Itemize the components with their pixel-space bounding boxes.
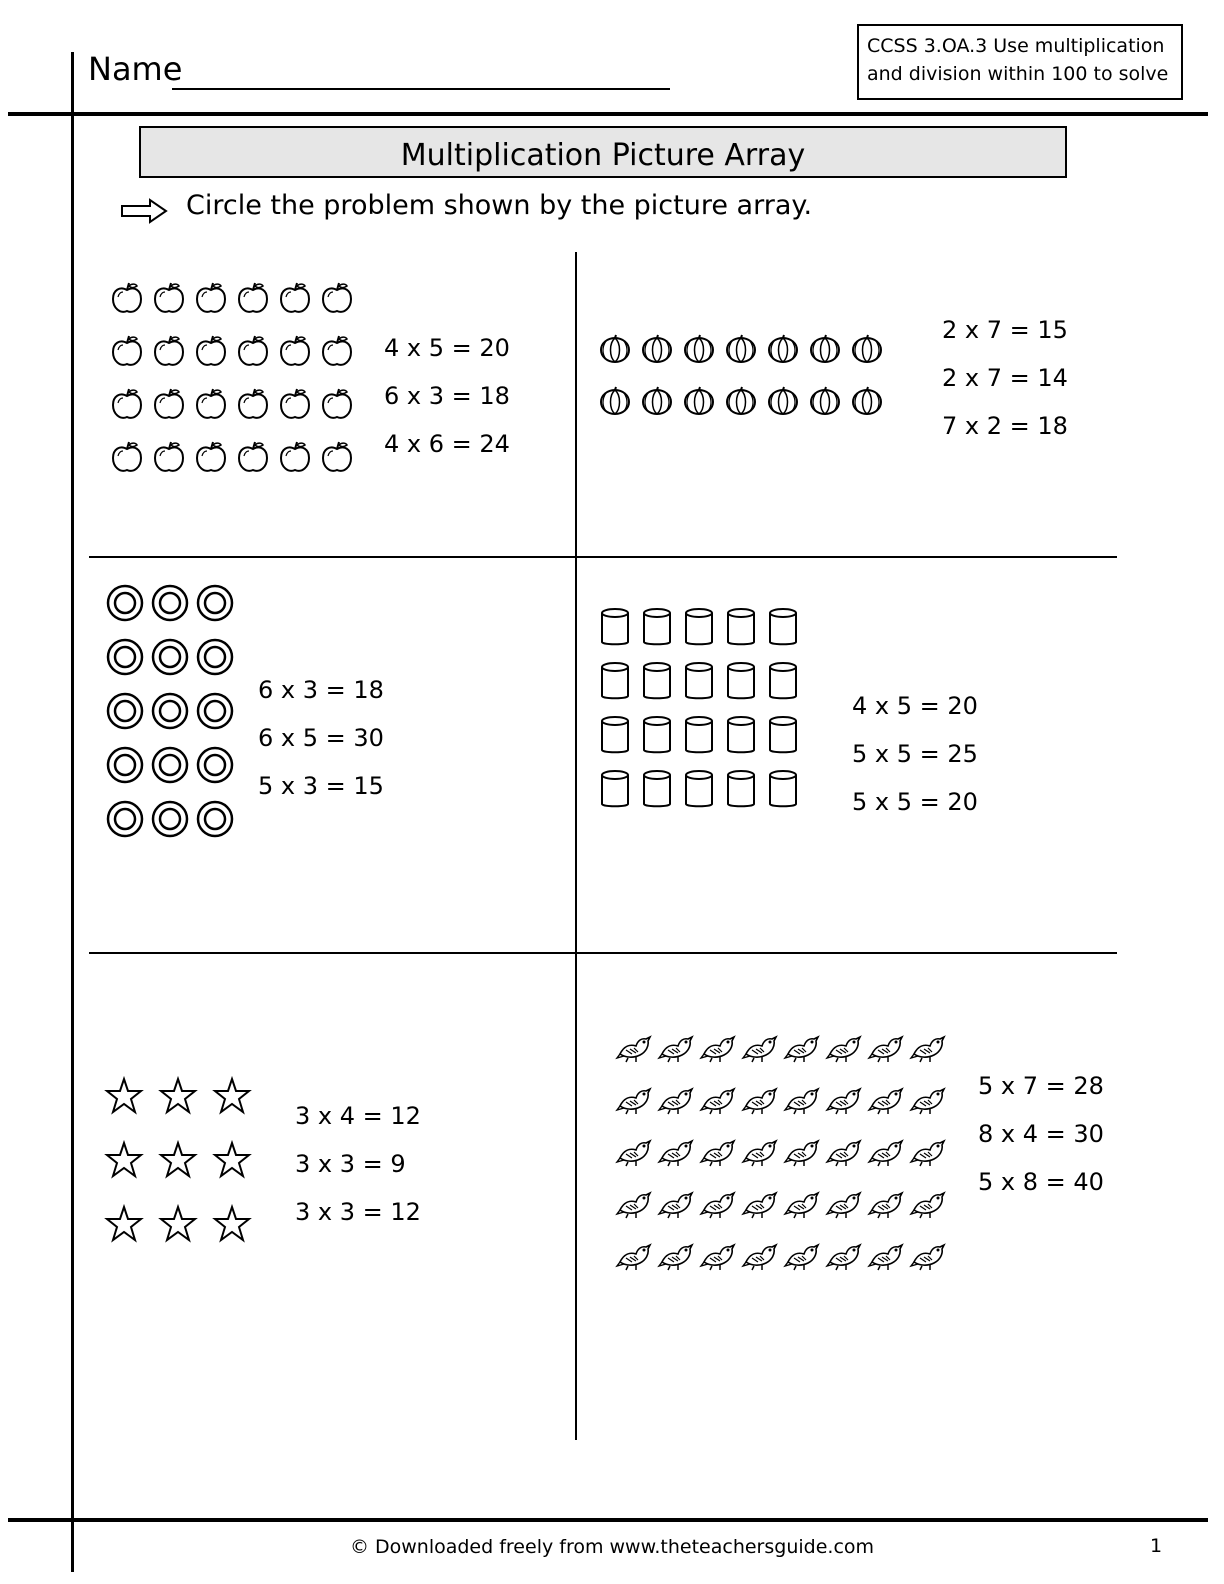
bird-icon <box>911 1089 944 1114</box>
apple-icon <box>239 283 267 312</box>
ring-icon <box>108 640 142 674</box>
cup-icon <box>728 717 754 752</box>
apple-icon <box>281 336 309 365</box>
pumpkin-icon <box>811 335 839 362</box>
cup-icon <box>686 717 712 752</box>
footer-credit: © Downloaded freely from www.theteachersguide.com <box>349 1536 875 1558</box>
star-array <box>106 1078 266 1258</box>
cup-icon <box>602 771 628 806</box>
bird-icon <box>659 1141 692 1166</box>
star-icon <box>107 1143 141 1176</box>
page-number: 1 <box>1150 1535 1163 1557</box>
pumpkin-icon <box>601 335 629 362</box>
choice[interactable]: 3 x 3 = 9 <box>295 1150 406 1178</box>
choice[interactable]: 6 x 5 = 30 <box>258 724 384 752</box>
bird-icon <box>869 1141 902 1166</box>
bird-icon <box>743 1037 776 1062</box>
pumpkin-icon <box>727 387 755 414</box>
cup-icon <box>644 717 670 752</box>
apple-icon <box>113 336 141 365</box>
cup-icon <box>602 717 628 752</box>
cup-icon <box>602 663 628 698</box>
bird-icon <box>785 1089 818 1114</box>
bird-icon <box>659 1245 692 1270</box>
choice[interactable]: 3 x 4 = 12 <box>295 1102 421 1130</box>
choice[interactable]: 6 x 3 = 18 <box>258 676 384 704</box>
bird-icon <box>617 1037 650 1062</box>
ring-icon <box>153 640 187 674</box>
ring-icon <box>153 748 187 782</box>
star-icon <box>215 1079 249 1112</box>
ring-icon <box>198 640 232 674</box>
star-icon <box>215 1143 249 1176</box>
apple-icon <box>239 442 267 471</box>
ring-array <box>106 584 246 849</box>
apple-icon <box>155 283 183 312</box>
cup-icon <box>602 609 628 644</box>
grid-row-divider-1 <box>89 556 1117 558</box>
choice[interactable]: 2 x 7 = 14 <box>942 364 1068 392</box>
bird-icon <box>659 1193 692 1218</box>
ring-icon <box>108 748 142 782</box>
pumpkin-icon <box>769 335 797 362</box>
choice[interactable]: 5 x 5 = 25 <box>852 740 978 768</box>
instruction-text: Circle the problem shown by the picture array. <box>186 190 813 221</box>
bird-icon <box>701 1141 734 1166</box>
bird-icon <box>701 1245 734 1270</box>
choice[interactable]: 2 x 7 = 15 <box>942 316 1068 344</box>
ring-icon <box>108 694 142 728</box>
pumpkin-array <box>600 335 900 425</box>
bird-icon <box>701 1089 734 1114</box>
cup-icon <box>770 771 796 806</box>
apple-icon <box>155 336 183 365</box>
bird-icon <box>617 1193 650 1218</box>
apple-icon <box>281 283 309 312</box>
bird-icon <box>869 1037 902 1062</box>
bird-icon <box>743 1141 776 1166</box>
bird-icon <box>785 1037 818 1062</box>
apple-icon <box>323 336 351 365</box>
ring-icon <box>198 586 232 620</box>
bird-icon <box>869 1193 902 1218</box>
pumpkin-icon <box>643 335 671 362</box>
bird-icon <box>617 1089 650 1114</box>
choices-rings <box>258 666 384 810</box>
bird-icon <box>869 1089 902 1114</box>
bird-icon <box>785 1193 818 1218</box>
bird-icon <box>701 1193 734 1218</box>
choices-pumpkins <box>942 306 1068 450</box>
ring-icon <box>153 694 187 728</box>
choice[interactable]: 6 x 3 = 18 <box>384 382 510 410</box>
ring-icon <box>198 802 232 836</box>
footer-rule <box>8 1518 1208 1522</box>
star-icon <box>215 1207 249 1240</box>
bird-icon <box>659 1089 692 1114</box>
cup-icon <box>644 663 670 698</box>
choice[interactable]: 5 x 5 = 20 <box>852 788 978 816</box>
bird-icon <box>827 1037 860 1062</box>
pumpkin-icon <box>853 387 881 414</box>
bird-icon <box>911 1141 944 1166</box>
bird-icon <box>827 1245 860 1270</box>
bird-icon <box>743 1089 776 1114</box>
star-icon <box>107 1079 141 1112</box>
apple-icon <box>113 442 141 471</box>
ring-icon <box>108 802 142 836</box>
bird-icon <box>701 1037 734 1062</box>
bird-icon <box>911 1037 944 1062</box>
bird-icon <box>911 1245 944 1270</box>
apple-icon <box>281 389 309 418</box>
apple-icon <box>155 389 183 418</box>
bird-icon <box>827 1141 860 1166</box>
pumpkin-icon <box>853 335 881 362</box>
cup-icon <box>686 609 712 644</box>
choices-stars <box>295 1092 421 1236</box>
choice[interactable]: 3 x 3 = 12 <box>295 1198 421 1226</box>
apple-icon <box>197 283 225 312</box>
standard-line-1: CCSS 3.OA.3 Use multiplication <box>867 35 1165 57</box>
star-icon <box>161 1079 195 1112</box>
choice[interactable]: 4 x 5 = 20 <box>852 692 978 720</box>
choice[interactable]: 5 x 3 = 15 <box>258 772 384 800</box>
margin-line <box>71 52 74 1572</box>
arrow-right-icon <box>120 198 168 224</box>
cup-icon <box>686 663 712 698</box>
cup-icon <box>644 609 670 644</box>
bird-icon <box>785 1245 818 1270</box>
bird-icon <box>617 1141 650 1166</box>
apple-icon <box>239 389 267 418</box>
bird-icon <box>827 1193 860 1218</box>
choices-birds <box>978 1062 1104 1206</box>
name-label: Name <box>88 50 183 88</box>
cup-icon <box>770 717 796 752</box>
bird-icon <box>743 1193 776 1218</box>
cup-icon <box>728 663 754 698</box>
apple-icon <box>281 442 309 471</box>
bird-icon <box>827 1089 860 1114</box>
star-icon <box>161 1143 195 1176</box>
bird-icon <box>869 1245 902 1270</box>
choices-apples <box>384 324 510 468</box>
choice[interactable]: 8 x 4 = 30 <box>978 1120 1104 1148</box>
bird-icon <box>743 1245 776 1270</box>
choices-cups <box>852 682 978 826</box>
cup-icon <box>728 609 754 644</box>
grid-row-divider-2 <box>89 952 1117 954</box>
pumpkin-icon <box>685 387 713 414</box>
ring-icon <box>108 586 142 620</box>
bird-icon <box>617 1245 650 1270</box>
choice[interactable]: 5 x 7 = 28 <box>978 1072 1104 1100</box>
cup-icon <box>644 771 670 806</box>
cup-icon <box>728 771 754 806</box>
apple-icon <box>113 389 141 418</box>
cup-icon <box>686 771 712 806</box>
apple-array <box>110 280 370 490</box>
name-field[interactable] <box>172 88 670 90</box>
choice[interactable]: 5 x 8 = 40 <box>978 1168 1104 1196</box>
ring-icon <box>153 802 187 836</box>
pumpkin-icon <box>727 335 755 362</box>
star-icon <box>107 1207 141 1240</box>
apple-icon <box>197 336 225 365</box>
apple-icon <box>197 389 225 418</box>
standard-line-2: and division within 100 to solve <box>867 63 1169 85</box>
cup-icon <box>770 663 796 698</box>
ring-icon <box>153 586 187 620</box>
apple-icon <box>113 283 141 312</box>
pumpkin-icon <box>643 387 671 414</box>
pumpkin-icon <box>811 387 839 414</box>
apple-icon <box>239 336 267 365</box>
apple-icon <box>197 442 225 471</box>
choice[interactable]: 7 x 2 = 18 <box>942 412 1068 440</box>
worksheet-title: Multiplication Picture Array <box>139 126 1067 178</box>
apple-icon <box>323 283 351 312</box>
pumpkin-icon <box>601 387 629 414</box>
ring-icon <box>198 694 232 728</box>
ring-icon <box>198 748 232 782</box>
cup-array <box>600 608 810 818</box>
pumpkin-icon <box>769 387 797 414</box>
bird-icon <box>785 1141 818 1166</box>
choice[interactable]: 4 x 5 = 20 <box>384 334 510 362</box>
choice[interactable]: 4 x 6 = 24 <box>384 430 510 458</box>
bird-array <box>616 1030 956 1290</box>
grid-center-line <box>575 252 577 1440</box>
bird-icon <box>659 1037 692 1062</box>
cup-icon <box>770 609 796 644</box>
apple-icon <box>323 442 351 471</box>
standard-box <box>857 24 1183 100</box>
apple-icon <box>155 442 183 471</box>
apple-icon <box>323 389 351 418</box>
header-rule <box>8 112 1208 116</box>
bird-icon <box>911 1193 944 1218</box>
star-icon <box>161 1207 195 1240</box>
pumpkin-icon <box>685 335 713 362</box>
